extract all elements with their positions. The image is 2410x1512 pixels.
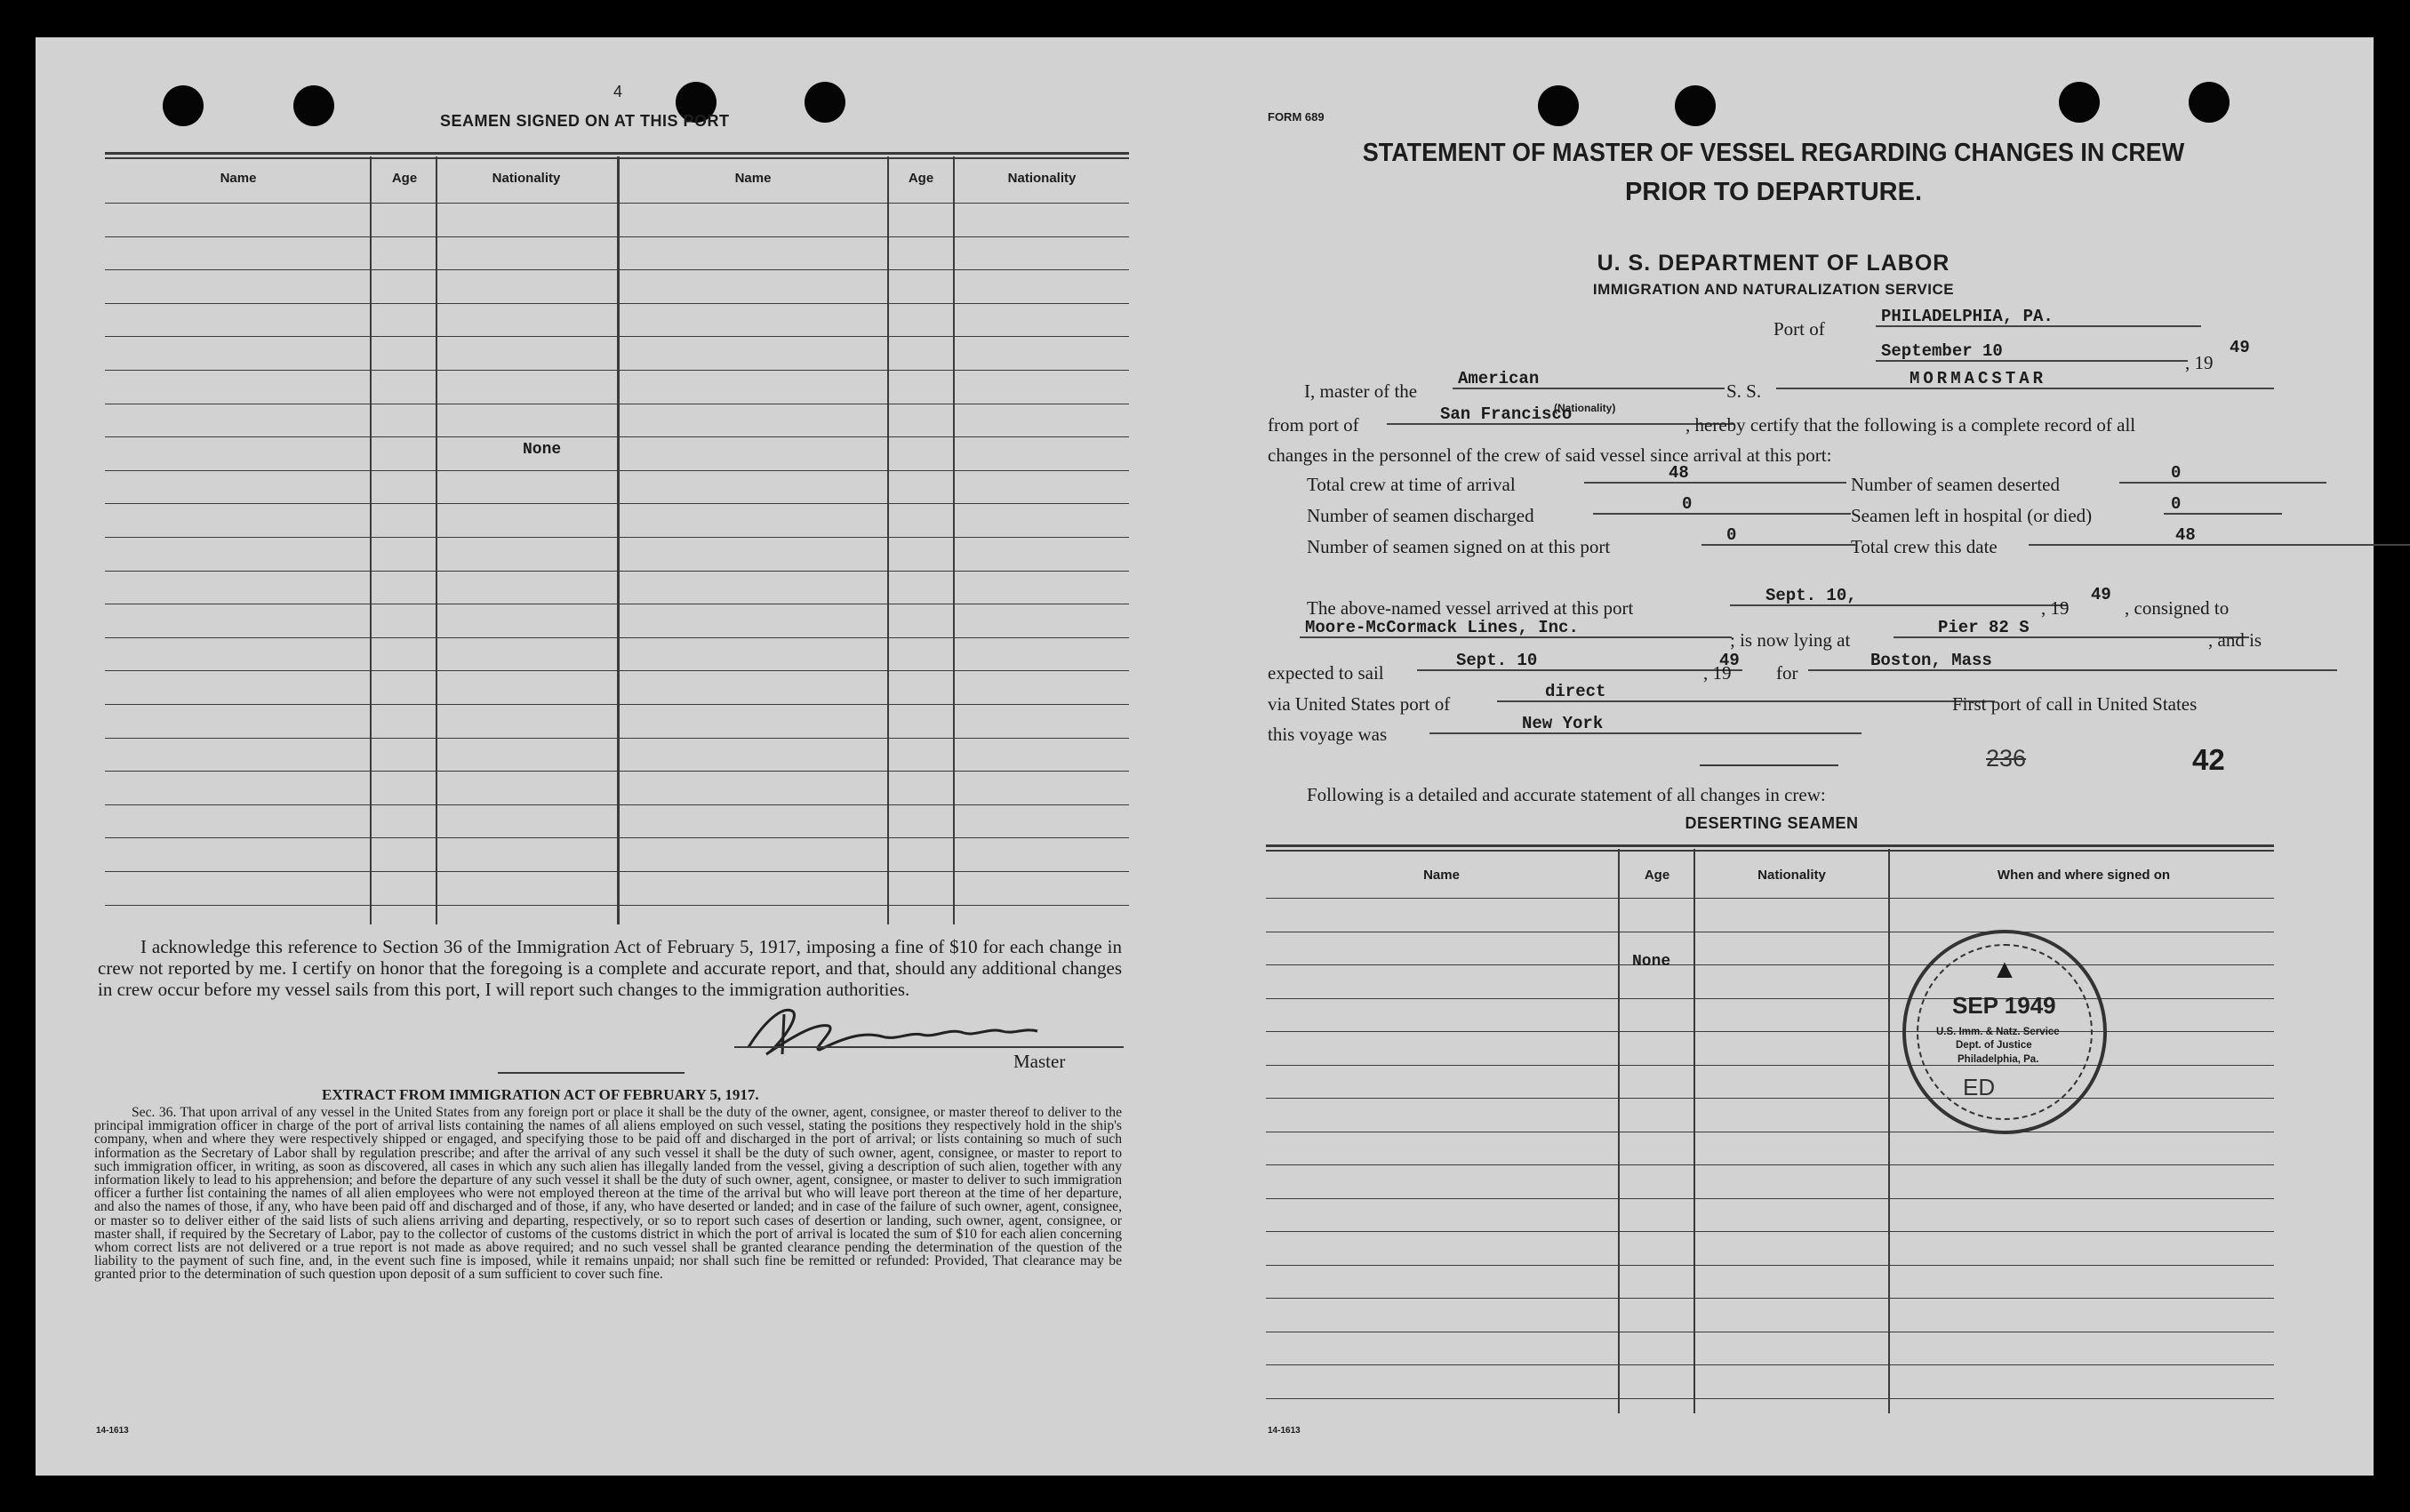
table-row-rule — [105, 905, 1129, 906]
consignee-field: Moore-McCormack Lines, Inc. — [1300, 619, 1732, 638]
year-prefix: , 19 — [2185, 352, 2214, 373]
form-number: FORM 689 — [1268, 110, 1325, 124]
table-row-rule — [1266, 1031, 2274, 1032]
total-crew-date-field: 48 — [2029, 526, 2410, 546]
table-row-rule — [105, 704, 1129, 705]
destination-field: Boston, Mass — [1808, 652, 2337, 671]
table-row-rule — [105, 236, 1129, 237]
table-row-rule — [1266, 998, 2274, 999]
punch-hole — [293, 85, 334, 126]
master-signature — [731, 1001, 1051, 1063]
col-divider — [953, 156, 955, 924]
col-divider — [370, 156, 372, 924]
col-header-age: Age — [391, 171, 418, 186]
table-row-rule — [1266, 1065, 2274, 1066]
punch-hole — [2189, 82, 2230, 123]
signed-on-entry: None — [523, 441, 562, 459]
master-of-label: I, master of the — [1304, 380, 1418, 402]
table-row-rule — [1266, 898, 2274, 899]
ss-label: S. S. — [1726, 380, 1762, 402]
total-crew-date-label: Total crew this date — [1851, 536, 1998, 557]
table-row-rule — [105, 336, 1129, 337]
table-row-rule — [105, 738, 1129, 739]
arrival-date-field: Sept. 10, — [1730, 587, 2068, 606]
form-title-line1: STATEMENT OF MASTER OF VESSEL REGARDING CHANGES IN CREW — [1362, 139, 2185, 167]
table-row-rule — [105, 470, 1129, 471]
table-row-rule — [105, 637, 1129, 638]
port-of-label: Port of — [1773, 318, 1825, 340]
table-row-rule — [1266, 1298, 2274, 1299]
table-row-rule — [105, 436, 1129, 437]
stamp-line3: Philadelphia, Pa. — [1958, 1054, 2039, 1065]
form-code: 14-1613 — [96, 1426, 129, 1436]
col-header-age: Age — [1644, 868, 1670, 883]
table-row-rule — [1266, 1364, 2274, 1365]
discharged-field: 0 — [1593, 495, 1851, 515]
form-code: 14-1613 — [1268, 1426, 1301, 1436]
table-row-rule — [105, 303, 1129, 304]
nationality-hint: (Nationality) — [1554, 402, 1616, 414]
date-field: September 10 — [1876, 342, 2188, 362]
stamp-mark: ED — [1963, 1074, 1996, 1100]
extract-text: Sec. 36. That upon arrival of any vessel in the United States from any foreign port or place it shall be the duty of the owner, agent, consignee, or master thereof to deliver to the principal immigration officer in charge of the port of arrival lists containing the names of all aliens employed on such vessel, stating the positions they respectively hold in the ship's company, when and where they were respectively shipped or engaged, and specifying those to be paid off and discharged in the port of arrival; or lists containing so much of such information as the Secretary of Labor shall by regulation prescribe; and after the arrival of any such vessel it shall be the duty of such owner, agent, consignee, or master to report to such immigration officer, in writing, as soon as discovered, all cases in which any such alien has illegally landed from the vessel, giving a description of such alien, together with any information likely to lead to his apprehension; and before the departure of any such vessel it shall be the duty of such owner, agent, consignee, or master to deliver to such immigration officer a further list containing the names of all alien employees who were not employed thereon at the time of the arrival but who will leave port thereon at the time of her departure, and also the names of those, if any, who have been paid off and discharged and of those, if any, who have deserted or landed; and in case of the failure of such owner, agent, consignee, or master so to deliver either of the said lists of such aliens arriving and departing, respectively, or so to report such cases of desertion or landing, such owner, agent, consignee, or master shall, if required by the Secretary of Labor, pay to the collector of customs of the customs district in which the port of arrival is located the sum of $10 for each alien concerning whom correct lists are not delivered or a true report is not made as above required; and no such vessel shall be granted clearance pending the determination of the question of the liability to the payment of such fine, and, in the event such fine is imposed, while it remains unpaid; nor shall such fine be remitted or refunded: Provided, That clearance may be granted prior to the determination of such question upon deposit of a sum sufficient to cover such fine. — [94, 1105, 1122, 1283]
signed-on-label: Number of seamen signed on at this port — [1307, 536, 1611, 557]
expected-label: expected to sail — [1268, 662, 1384, 684]
first-port-label: First port of call in United States — [1952, 693, 2198, 715]
col-header-signed-on: When and where signed on — [1997, 868, 2171, 883]
col-header-nationality: Nationality — [492, 171, 561, 186]
service-title: IMMIGRATION AND NATURALIZATION SERVICE — [1592, 281, 1955, 298]
year-value: 49 — [2230, 338, 2250, 357]
sail-year-value: 49 — [1719, 651, 1740, 670]
struck-number: 236 — [1986, 745, 2027, 772]
table-row-rule — [105, 771, 1129, 772]
total-crew-arrival-field: 48 — [1584, 464, 1846, 484]
document-number: 42 — [2192, 743, 2225, 776]
form-title-line2: PRIOR TO DEPARTURE. — [1624, 178, 1923, 206]
consigned-label: , consigned to — [2125, 597, 2230, 619]
table-row-rule — [1266, 964, 2274, 965]
for-label: for — [1776, 662, 1798, 684]
via-label: via United States port of — [1268, 693, 1451, 715]
department-title: U. S. DEPARTMENT OF LABOR — [1597, 251, 1950, 276]
table-row-rule — [105, 804, 1129, 805]
following-text: Following is a detailed and accurate statement of all changes in crew: — [1307, 784, 1826, 805]
divider-rule — [1700, 764, 1838, 766]
vessel-name-field: MORMACSTAR — [1776, 370, 2274, 389]
col-divider — [436, 156, 437, 924]
punch-hole — [805, 82, 845, 123]
col-header-name: Name — [734, 171, 772, 186]
table-top-rule — [1266, 850, 2274, 852]
pier-field: Pier 82 S — [1894, 619, 2249, 638]
table-row-rule — [105, 871, 1129, 872]
master-signature-line — [734, 1046, 1124, 1048]
receipt-stamp — [1902, 930, 2107, 1134]
hospital-field: 0 — [2164, 495, 2282, 515]
and-is-label: , and is — [2208, 629, 2262, 651]
sail-date-field: Sept. 10 — [1417, 652, 1742, 671]
stamp-line2: Dept. of Justice — [1956, 1040, 2032, 1051]
arrived-label: The above-named vessel arrived at this port — [1307, 597, 1634, 619]
col-header-name: Name — [220, 171, 257, 186]
table-row-rule — [1266, 1231, 2274, 1232]
table-row-rule — [105, 670, 1129, 671]
table-row-rule — [1266, 1198, 2274, 1199]
table-row-rule — [105, 571, 1129, 572]
arrival-year-prefix: , 19 — [2041, 597, 2070, 619]
deserting-entry: None — [1632, 953, 1671, 971]
col-divider — [887, 156, 889, 924]
deserted-field: 0 — [2119, 464, 2326, 484]
table-row-rule — [105, 537, 1129, 538]
stamp-date: SEP 1949 — [1952, 992, 2056, 1019]
discharged-label: Number of seamen discharged — [1307, 505, 1534, 526]
section-title: SEAMEN SIGNED ON AT THIS PORT — [440, 112, 730, 130]
hospital-label: Seamen left in hospital (or died) — [1851, 505, 2093, 526]
col-header-age: Age — [908, 171, 934, 186]
table-row-rule — [105, 203, 1129, 204]
lying-at-label: ; is now lying at — [1730, 629, 1851, 651]
punch-hole — [163, 85, 204, 126]
punch-hole — [2059, 82, 2100, 123]
via-port-field: direct — [1497, 683, 1995, 702]
total-crew-arrival-label: Total crew at time of arrival — [1307, 474, 1516, 495]
table-row-rule — [105, 503, 1129, 504]
extract-title: EXTRACT FROM IMMIGRATION ACT OF FEBRUARY 5, 1917. — [322, 1086, 759, 1103]
table-top-rule — [105, 152, 1129, 155]
from-port-label: from port of — [1268, 414, 1359, 436]
table-top-rule — [1266, 844, 2274, 847]
changes-text: changes in the personnel of the crew of said vessel since arrival at this port: — [1268, 444, 1832, 466]
divider-rule — [498, 1072, 685, 1074]
table-row-rule — [1266, 1164, 2274, 1165]
deserting-seamen-title: DESERTING SEAMEN — [1685, 814, 1859, 832]
table-row-rule — [1266, 1098, 2274, 1099]
punch-hole — [1538, 85, 1579, 126]
col-header-nationality: Nationality — [1007, 171, 1077, 186]
sail-year-prefix: , 19 — [1703, 662, 1732, 684]
nationality-field: American — [1453, 370, 1725, 389]
certify-text: , hereby certify that the following is a complete record of all — [1685, 414, 2136, 436]
port-field: PHILADELPHIA, PA. — [1876, 308, 2201, 327]
punch-hole — [1675, 85, 1716, 126]
deserted-label: Number of seamen deserted — [1851, 474, 2060, 495]
col-header-name: Name — [1423, 868, 1460, 883]
master-label: Master — [1013, 1051, 1066, 1072]
voyage-label: this voyage was — [1268, 724, 1388, 745]
first-port-field: New York — [1429, 715, 1862, 734]
table-row-rule — [105, 370, 1129, 371]
signed-on-field: 0 — [1701, 526, 1855, 546]
table-row-rule — [105, 269, 1129, 270]
table-row-rule — [105, 837, 1129, 838]
arrival-year-value: 49 — [2091, 585, 2111, 604]
col-header-nationality: Nationality — [1757, 868, 1826, 883]
stamp-arrow-icon: ▲ — [1991, 955, 2018, 984]
acknowledgement-text: I acknowledge this reference to Section 36 of the Immigration Act of February 5, 1917, imposing a fine of $10 for each change in crew not reported by me. I certify on honor that the foregoing is a complete and accurate report, and that, should any additional changes in crew occur before my vessel sails from this port, I will report such changes to the immigration authorities. — [98, 936, 1122, 1000]
stamp-line1: U.S. Imm. & Natz. Service — [1936, 1027, 2060, 1037]
table-row-rule — [1266, 1398, 2274, 1399]
col-divider — [617, 156, 620, 924]
page-number: 4 — [613, 83, 623, 100]
from-port-field: San Francisco — [1387, 405, 1733, 425]
table-row-rule — [1266, 1265, 2274, 1266]
